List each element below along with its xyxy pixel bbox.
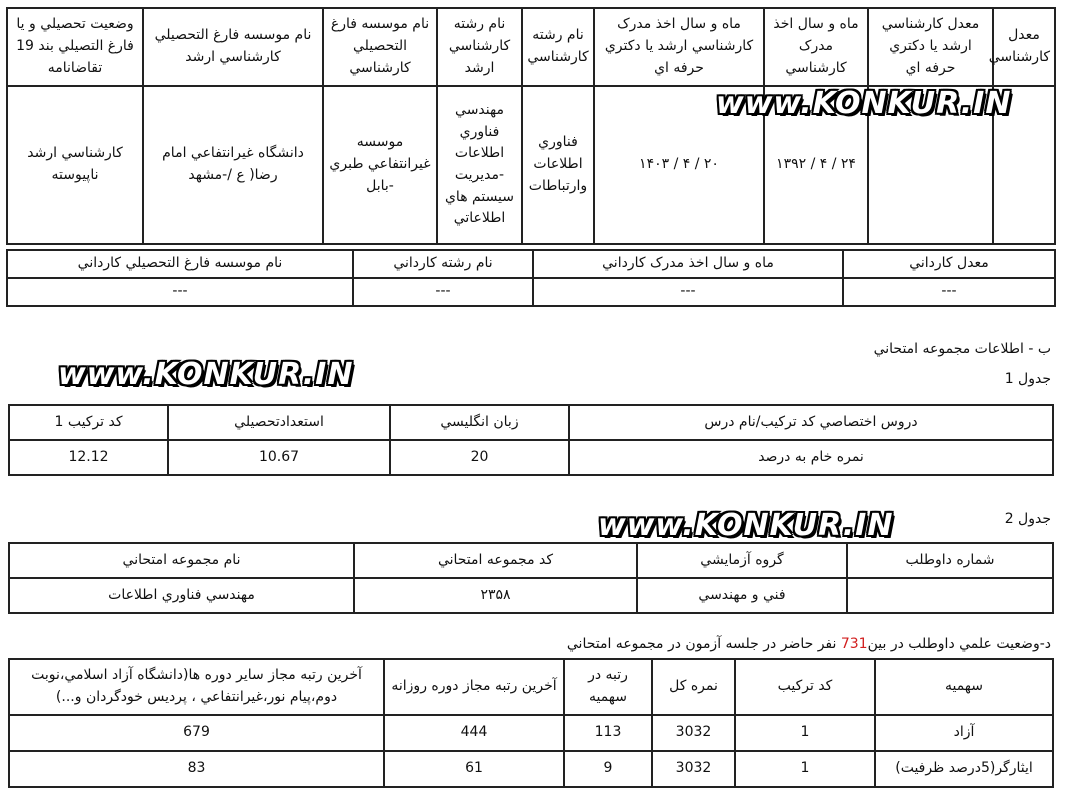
- section-d-prefix: د-وضعيت علمي داوطلب در بين: [867, 636, 1051, 652]
- header-quota-rank: رتبه در سهميه: [564, 659, 652, 715]
- header-exam-set-code: کد مجموعه امتحاني: [354, 543, 637, 578]
- cell-associate-gpa: ---: [843, 278, 1055, 306]
- header-bachelor-date: ماه و سال اخذ مدرک کارشناسي: [764, 8, 868, 86]
- participant-count: 731: [840, 636, 868, 652]
- cell-associate-institute: ---: [7, 278, 353, 306]
- header-associate-institute: نام موسسه فارغ التحصيلي کارداني: [7, 250, 353, 278]
- header-other-last-rank: آخرين رتبه مجاز ساير دوره ها(دانشگاه آزاد اسلامي،نوبت دوم،پيام نور،غيرانتفاعي ، پرديس خودگردان و...): [9, 659, 384, 715]
- cell-quota-rank: 113: [564, 715, 652, 751]
- section-b-title: ب - اطلاعات مجموعه امتحاني: [873, 341, 1051, 357]
- header-master-date: ماه و سال اخذ مدرک کارشناسي ارشد يا دکتري حرفه اي: [594, 8, 764, 86]
- header-candidate-number: شماره داوطلب: [847, 543, 1053, 578]
- header-bachelor-gpa: معدل کارشناسي: [993, 8, 1055, 86]
- watermark: www.KONKUR.IN: [598, 508, 894, 543]
- exam-scores-table: [8, 404, 1054, 476]
- cell-english-score: 20: [390, 440, 569, 475]
- header-master-field: نام رشته کارشناسي ارشد: [437, 8, 522, 86]
- header-english: زبان انگليسي: [390, 405, 569, 440]
- cell-daytime-last-rank: 444: [384, 715, 564, 751]
- education-table: [6, 7, 1056, 245]
- cell-associate-field: ---: [353, 278, 533, 306]
- watermark: www.KONKUR.IN: [58, 357, 354, 392]
- table1-label: جدول 1: [1004, 371, 1051, 387]
- header-specialized-courses: دروس اختصاصي کد ترکيب/نام درس: [569, 405, 1053, 440]
- header-exam-set-name: نام مجموعه امتحاني: [9, 543, 354, 578]
- section-d-suffix: نفر حاضر در جلسه آزمون در مجموعه امتحاني: [566, 636, 837, 652]
- cell-total-score: 3032: [652, 751, 735, 787]
- cell-quota: آزاد: [875, 715, 1053, 751]
- watermark: www.KONKUR.IN: [716, 86, 1012, 121]
- cell-candidate-number: [847, 578, 1053, 613]
- exam-group-table: [8, 542, 1054, 614]
- associate-degree-table: [6, 249, 1056, 307]
- cell-quota-rank: 9: [564, 751, 652, 787]
- cell-other-last-rank: 83: [9, 751, 384, 787]
- header-education-status: وضعيت تحصيلي و يا فارغ التصيلي بند 19 تقاضانامه: [7, 8, 143, 86]
- cell-exam-set-name: مهندسي فناوري اطلاعات: [9, 578, 354, 613]
- cell-combo-code: 1: [735, 715, 875, 751]
- header-bachelor-field: نام رشته کارشناسي: [522, 8, 594, 86]
- header-combo-code: کد ترکيب: [735, 659, 875, 715]
- cell-associate-date: ---: [533, 278, 843, 306]
- header-master-institute: نام موسسه فارغ التحصيلي کارشناسي ارشد: [143, 8, 323, 86]
- cell-total-score: 3032: [652, 715, 735, 751]
- header-quota: سهميه: [875, 659, 1053, 715]
- header-combination-code: کد ترکيب 1: [9, 405, 168, 440]
- cell-master-date: ۲۰ / ۴ / ۱۴۰۳: [594, 86, 764, 244]
- header-associate-field: نام رشته کارداني: [353, 250, 533, 278]
- cell-bachelor-institute: موسسه غيرانتفاعي طبري -بابل: [323, 86, 437, 244]
- cell-bachelor-field: فناوري اطلاعات وارتباطات: [522, 86, 594, 244]
- header-associate-gpa: معدل کارداني: [843, 250, 1055, 278]
- header-master-gpa: معدل کارشناسي ارشد يا دکتري حرفه اي: [868, 8, 993, 86]
- cell-daytime-last-rank: 61: [384, 751, 564, 787]
- header-daytime-last-rank: آخرين رتبه مجاز دوره روزانه: [384, 659, 564, 715]
- header-total-score: نمره کل: [652, 659, 735, 715]
- cell-master-field: مهندسي فناوري اطلاعات -مديريت سيستم هاي اطلاعاتي: [437, 86, 522, 244]
- cell-raw-score-label: نمره خام به درصد: [569, 440, 1053, 475]
- cell-combination-score: 12.12: [9, 440, 168, 475]
- cell-other-last-rank: 679: [9, 715, 384, 751]
- section-d-title: [567, 636, 1051, 652]
- header-associate-date: ماه و سال اخذ مدرک کارداني: [533, 250, 843, 278]
- cell-exam-group: فني و مهندسي: [637, 578, 847, 613]
- cell-combo-code: 1: [735, 751, 875, 787]
- cell-quota: ايثارگر(5درصد ظرفيت): [875, 751, 1053, 787]
- header-aptitude: استعدادتحصيلي: [168, 405, 390, 440]
- header-bachelor-institute: نام موسسه فارغ التحصيلي کارشناسي: [323, 8, 437, 86]
- cell-education-status: کارشناسي ارشد ناپيوسته: [7, 86, 143, 244]
- table2-label: جدول 2: [1004, 511, 1051, 527]
- ranking-table: [8, 658, 1054, 788]
- cell-master-institute: دانشگاه غيرانتفاعي امام رضا( ع /-مشهد: [143, 86, 323, 244]
- header-exam-group: گروه آزمايشي: [637, 543, 847, 578]
- cell-aptitude-score: 10.67: [168, 440, 390, 475]
- cell-bachelor-date: ۲۴ / ۴ / ۱۳۹۲: [764, 86, 868, 244]
- cell-exam-set-code: ۲۳۵۸: [354, 578, 637, 613]
